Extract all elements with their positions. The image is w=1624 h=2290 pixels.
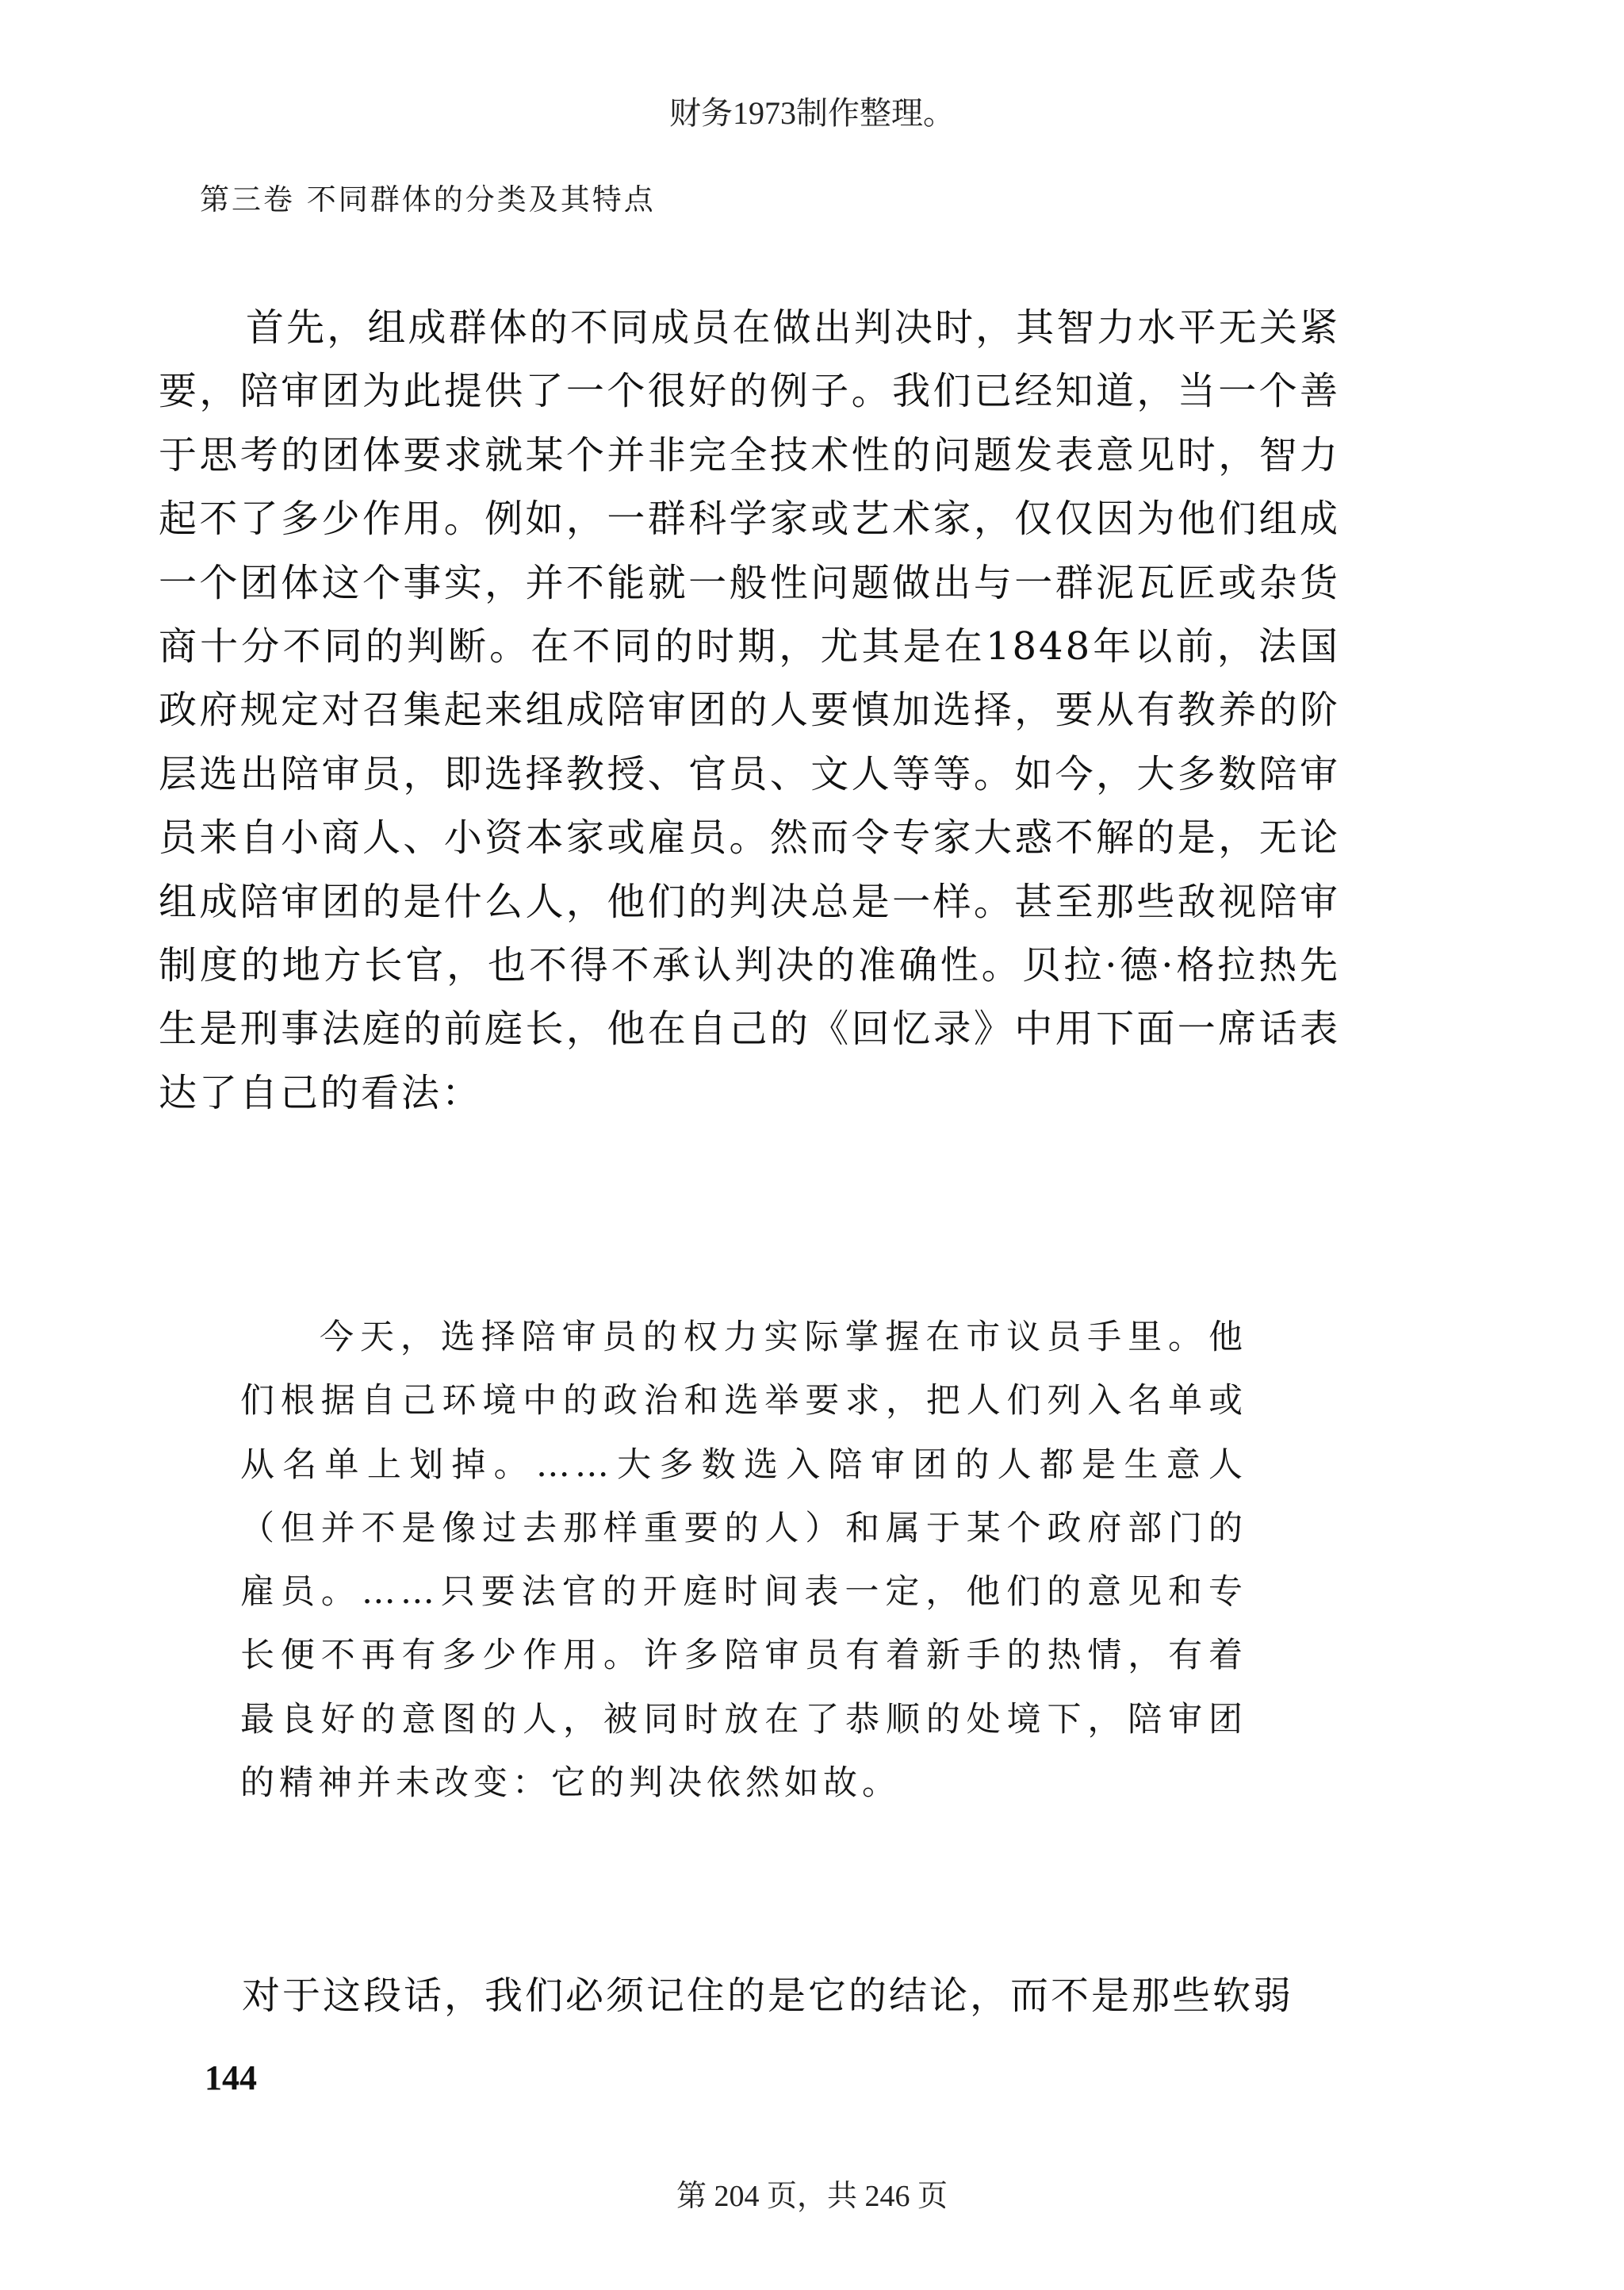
continuation-paragraph: 对于这段话，我们必须记住的是它的结论，而不是那些软弱	[242, 1974, 1294, 2018]
block-quote: 今天，选择陪审员的权力实际掌握在市议员手里。他们根据自己环境中的政治和选举要求，把人们列入名单或从名单上划掉。……大多数选入陪审团的人都是生意人（但并不是像过去那样重要的人）和属于某个政府部门的雇员。……只要法官的开庭时间表一定，他们的意见和专长便不再有多少作用。许多陪审员有着新手的热情，有着最良好的意图的人，被同时放在了恭顺的处境下，陪审团的精神并未改变：它的判决依然如故。	[240, 1318, 1247, 1804]
book-page-number: 144	[205, 2058, 257, 2097]
pdf-page-indicator: 第 204 页，共 246 页	[676, 2180, 948, 2213]
main-paragraph: 首先，组成群体的不同成员在做出判决时，其智力水平无关紧要，陪审团为此提供了一个很好的例子。我们已经知道，当一个善于思考的团体要求就某个并非完全技术性的问题发表意见时，智力起不了多少作用。例如，一群科学家或艺术家，仅仅因为他们组成一个团体这个事实，并不能就一般性问题做出与一群泥瓦匠或杂货商十分不同的判断。在不同的时期，尤其是在1848年以前，法国政府规定对召集起来组成陪审团的人要慎加选择，要从有教养的阶层选出陪审员，即选择教授、官员、文人等等。如今，大多数陪审员来自小商人、小资本家或雇员。然而令专家大惑不解的是，无论组成陪审团的是什么人，他们的判决总是一样。甚至那些敌视陪审制度的地方长官，也不得不承认判决的准确性。贝拉·德·格拉热先生是刑事法庭的前庭长，他在自己的《回忆录》中用下面一席话表达了自己的看法：	[159, 305, 1340, 1115]
page-banner: 财务1973制作整理。	[669, 95, 955, 131]
running-head: 第三卷 不同群体的分类及其特点	[200, 182, 656, 217]
